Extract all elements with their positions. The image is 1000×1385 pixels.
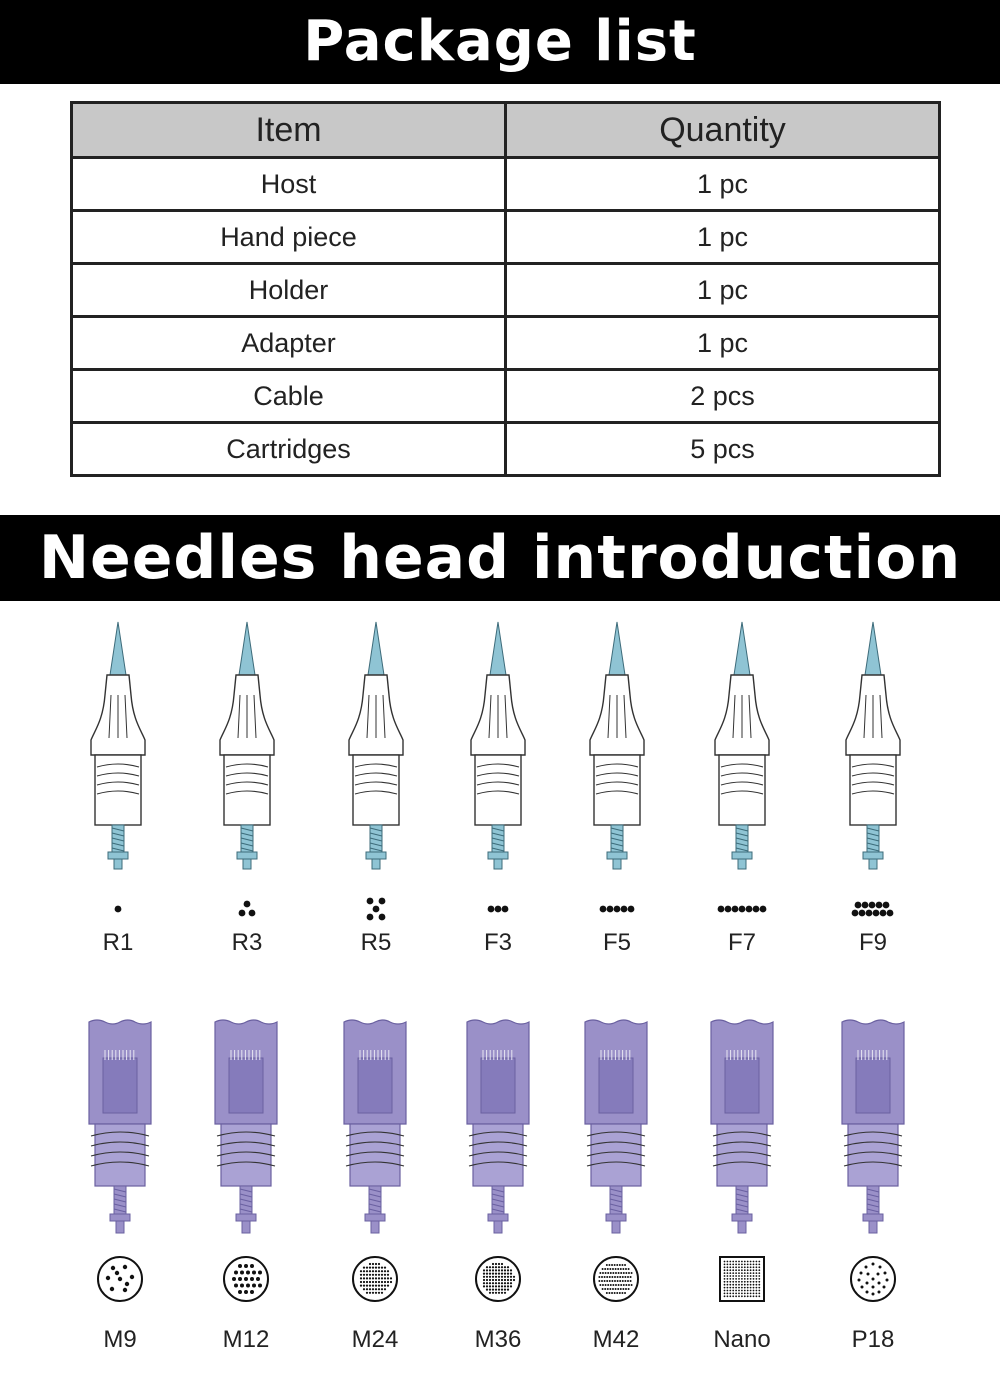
needle-configuration-icon	[350, 1254, 400, 1304]
needle-type-label: F5	[602, 929, 631, 956]
magnum-needle-cartridge-icon	[838, 1018, 908, 1240]
magnum-needle-cartridge-icon	[85, 1018, 155, 1240]
needle-type-label: Nano	[713, 1326, 771, 1353]
table-row	[72, 211, 940, 264]
needle-configuration-icon	[848, 1254, 898, 1304]
table-row	[72, 264, 940, 317]
round-needle-cartridge-icon	[341, 620, 411, 875]
round-needle-cartridge-icon	[707, 620, 777, 875]
needle-type-label: M12	[222, 1326, 270, 1353]
item-cell: Host	[72, 158, 506, 211]
package-list-banner: Package list	[0, 0, 1000, 84]
item-cell: Hand piece	[72, 211, 506, 264]
needle-configuration-icon	[473, 1254, 523, 1304]
needle-configuration-icon	[88, 896, 148, 922]
needle-configuration-icon	[591, 1254, 641, 1304]
needle-type-label: M42	[592, 1326, 640, 1353]
quantity-cell: 5 pcs	[506, 423, 940, 476]
magnum-needle-cartridge-icon	[340, 1018, 410, 1240]
round-needle-cartridge-icon	[83, 620, 153, 875]
needle-type-label: R3	[231, 929, 263, 956]
needle-configuration-icon	[717, 1254, 767, 1304]
needle-type-label: M36	[474, 1326, 522, 1353]
item-cell: Holder	[72, 264, 506, 317]
table-header-row	[72, 103, 940, 158]
needle-configuration-icon	[95, 1254, 145, 1304]
item-cell: Cartridges	[72, 423, 506, 476]
quantity-cell: 1 pc	[506, 264, 940, 317]
quantity-cell: 2 pcs	[506, 370, 940, 423]
magnum-needle-cartridge-icon	[211, 1018, 281, 1240]
round-needle-cartridge-icon	[582, 620, 652, 875]
item-cell: Cable	[72, 370, 506, 423]
column-header-item: Item	[72, 103, 506, 158]
item-cell: Adapter	[72, 317, 506, 370]
needle-configuration-icon	[346, 896, 406, 922]
needle-type-label: P18	[851, 1326, 895, 1353]
column-header-quantity: Quantity	[506, 103, 940, 158]
table-row	[72, 423, 940, 476]
needle-type-label: F3	[483, 929, 512, 956]
magnum-needle-cartridge-icon	[581, 1018, 651, 1240]
round-needle-cartridge-icon	[212, 620, 282, 875]
needle-type-label: R5	[360, 929, 392, 956]
round-needle-cartridge-icon	[463, 620, 533, 875]
quantity-cell: 1 pc	[506, 317, 940, 370]
needle-configuration-icon	[843, 896, 903, 922]
needle-configuration-icon	[712, 896, 772, 922]
needle-type-label: M24	[351, 1326, 399, 1353]
quantity-cell: 1 pc	[506, 211, 940, 264]
needle-type-label: F7	[727, 929, 756, 956]
round-needle-cartridge-icon	[838, 620, 908, 875]
package-table	[70, 101, 941, 477]
needle-configuration-icon	[217, 896, 277, 922]
needle-type-label: R1	[102, 929, 134, 956]
needle-type-label: F9	[858, 929, 887, 956]
needle-configuration-icon	[221, 1254, 271, 1304]
needles-intro-banner: Needles head introduction	[0, 515, 1000, 601]
magnum-needle-cartridge-icon	[463, 1018, 533, 1240]
quantity-cell: 1 pc	[506, 158, 940, 211]
table-row	[72, 370, 940, 423]
table-row	[72, 317, 940, 370]
table-row	[72, 158, 940, 211]
needle-type-label: M9	[103, 1326, 137, 1353]
magnum-needle-cartridge-icon	[707, 1018, 777, 1240]
needle-configuration-icon	[587, 896, 647, 922]
needle-configuration-icon	[468, 896, 528, 922]
